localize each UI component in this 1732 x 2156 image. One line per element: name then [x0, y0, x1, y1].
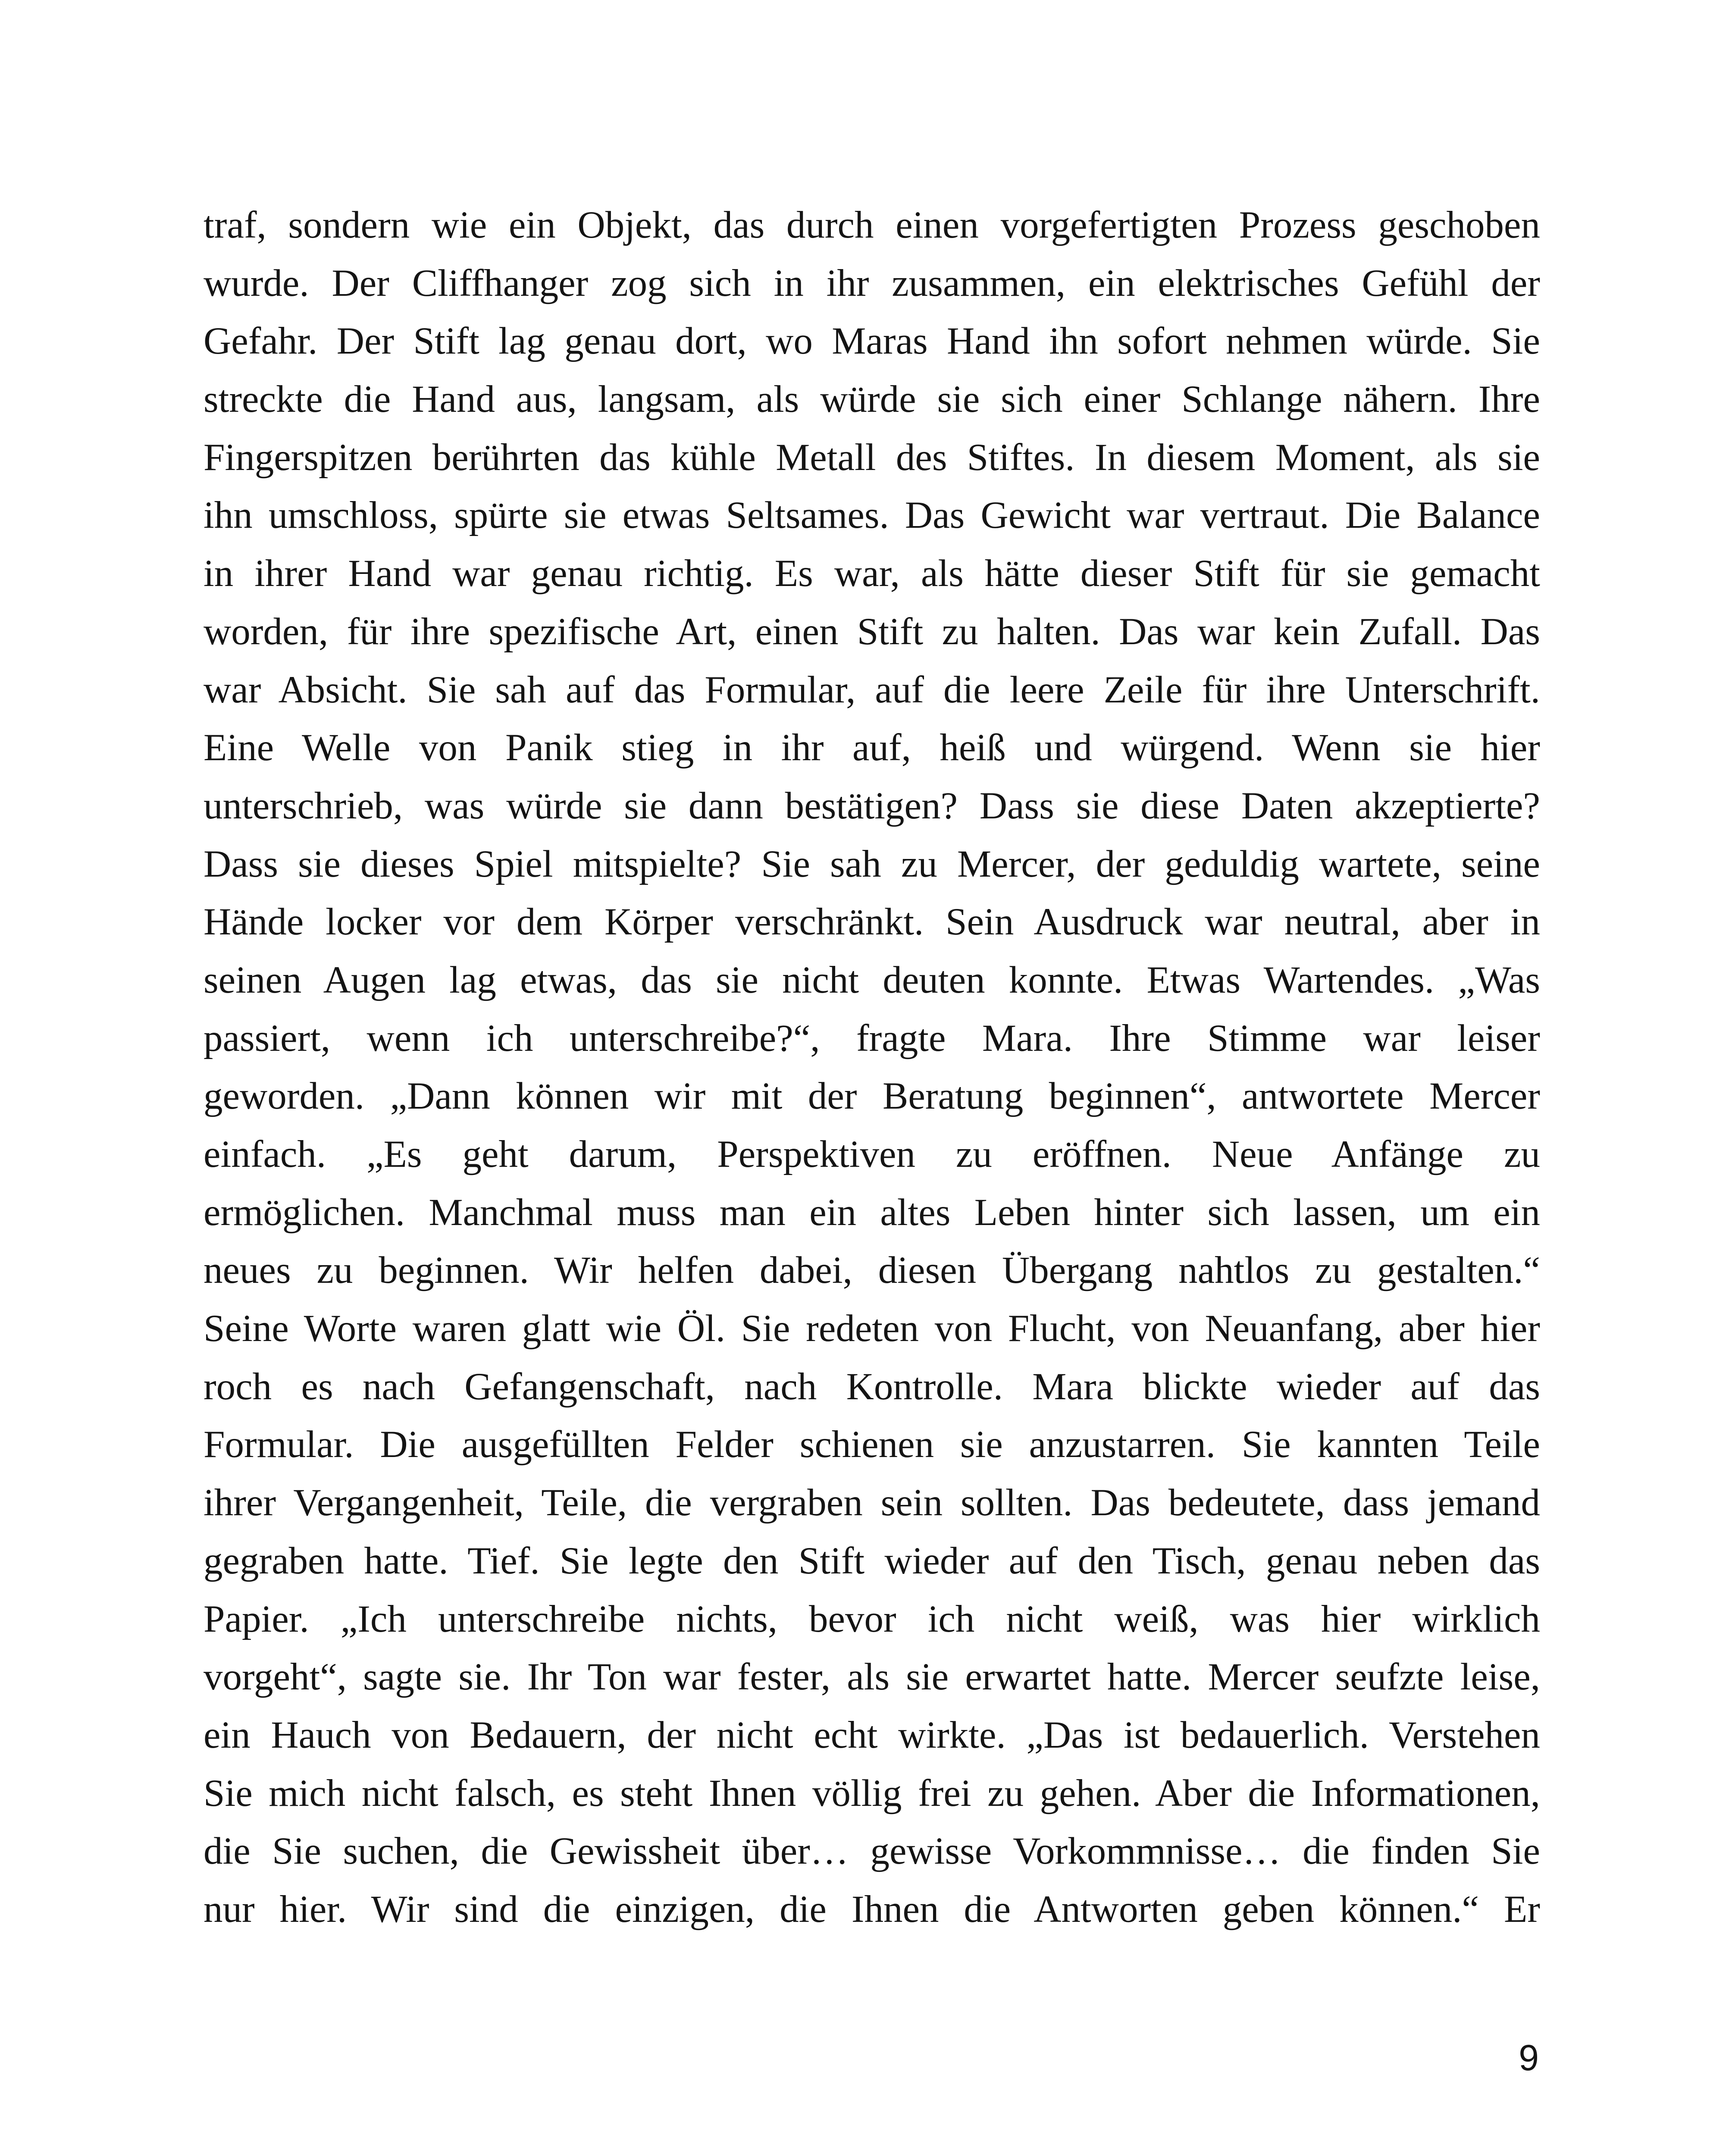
- text-line: streckte die Hand aus, langsam, als würde sie sich einer Schlange nähern. Ihre: [204, 378, 1540, 421]
- text-line: ermöglichen. Manchmal muss man ein altes Leben hinter sich lassen, um ein: [204, 1191, 1540, 1234]
- text-line: geworden. „Dann können wir mit der Beratung beginnen“, antwortete Mercer: [204, 1075, 1540, 1118]
- text-line: roch es nach Gefangenschaft, nach Kontrolle. Mara blickte wieder auf das: [204, 1365, 1540, 1408]
- text-line: worden, für ihre spezifische Art, einen Stift zu halten. Das war kein Zufall. Das: [204, 610, 1540, 653]
- text-line: ein Hauch von Bedauern, der nicht echt wirkte. „Das ist bedauerlich. Verstehen: [204, 1714, 1540, 1756]
- page-number: 9: [1519, 2037, 1539, 2078]
- text-line: ihn umschloss, spürte sie etwas Seltsames. Das Gewicht war vertraut. Die Balance: [204, 494, 1540, 537]
- body-text: [204, 196, 1540, 1939]
- text-line: neues zu beginnen. Wir helfen dabei, diesen Übergang nahtlos zu gestalten.“: [204, 1249, 1540, 1292]
- text-line: in ihrer Hand war genau richtig. Es war, als hätte dieser Stift für sie gemacht: [204, 552, 1540, 595]
- text-line: ihrer Vergangenheit, Teile, die vergraben sein sollten. Das bedeutete, dass jemand: [204, 1482, 1540, 1524]
- text-line: Hände locker vor dem Körper verschränkt. Sein Ausdruck war neutral, aber in: [204, 901, 1540, 943]
- text-line: die Sie suchen, die Gewissheit über… gewisse Vorkommnisse… die finden Sie: [204, 1830, 1540, 1873]
- text-line: gegraben hatte. Tief. Sie legte den Stift wieder auf den Tisch, genau neben das: [204, 1539, 1540, 1582]
- text-line: Sie mich nicht falsch, es steht Ihnen völlig frei zu gehen. Aber die Informationen,: [204, 1772, 1540, 1814]
- text-line: Seine Worte waren glatt wie Öl. Sie redeten von Flucht, von Neuanfang, aber hier: [204, 1307, 1540, 1350]
- text-line: wurde. Der Cliffhanger zog sich in ihr zusammen, ein elektrisches Gefühl der: [204, 262, 1540, 304]
- text-line: Fingerspitzen berührten das kühle Metall des Stiftes. In diesem Moment, als sie: [204, 436, 1540, 479]
- text-line: einfach. „Es geht darum, Perspektiven zu eröffnen. Neue Anfänge zu: [204, 1133, 1540, 1175]
- text-line: nur hier. Wir sind die einzigen, die Ihnen die Antworten geben können.“ Er: [204, 1888, 1540, 1930]
- text-line: Formular. Die ausgefüllten Felder schienen sie anzustarren. Sie kannten Teile: [204, 1423, 1540, 1466]
- text-line: passiert, wenn ich unterschreibe?“, fragte Mara. Ihre Stimme war leiser: [204, 1017, 1540, 1059]
- text-line: war Absicht. Sie sah auf das Formular, auf die leere Zeile für ihre Unterschrift.: [204, 668, 1540, 711]
- text-line: vorgeht“, sagte sie. Ihr Ton war fester, als sie erwartet hatte. Mercer seufzte leise,: [204, 1656, 1540, 1698]
- text-line: Dass sie dieses Spiel mitspielte? Sie sah zu Mercer, der geduldig wartete, seine: [204, 843, 1540, 885]
- text-line: Eine Welle von Panik stieg in ihr auf, heiß und würgend. Wenn sie hier: [204, 727, 1540, 769]
- text-line: Papier. „Ich unterschreibe nichts, bevor ich nicht weiß, was hier wirklich: [204, 1598, 1540, 1640]
- text-line: unterschrieb, was würde sie dann bestätigen? Dass sie diese Daten akzeptierte?: [204, 784, 1540, 827]
- text-line: seinen Augen lag etwas, das sie nicht deuten konnte. Etwas Wartendes. „Was: [204, 959, 1540, 1001]
- text-line: traf, sondern wie ein Objekt, das durch einen vorgefertigten Prozess geschoben: [204, 204, 1540, 246]
- text-line: Gefahr. Der Stift lag genau dort, wo Maras Hand ihn sofort nehmen würde. Sie: [204, 320, 1540, 363]
